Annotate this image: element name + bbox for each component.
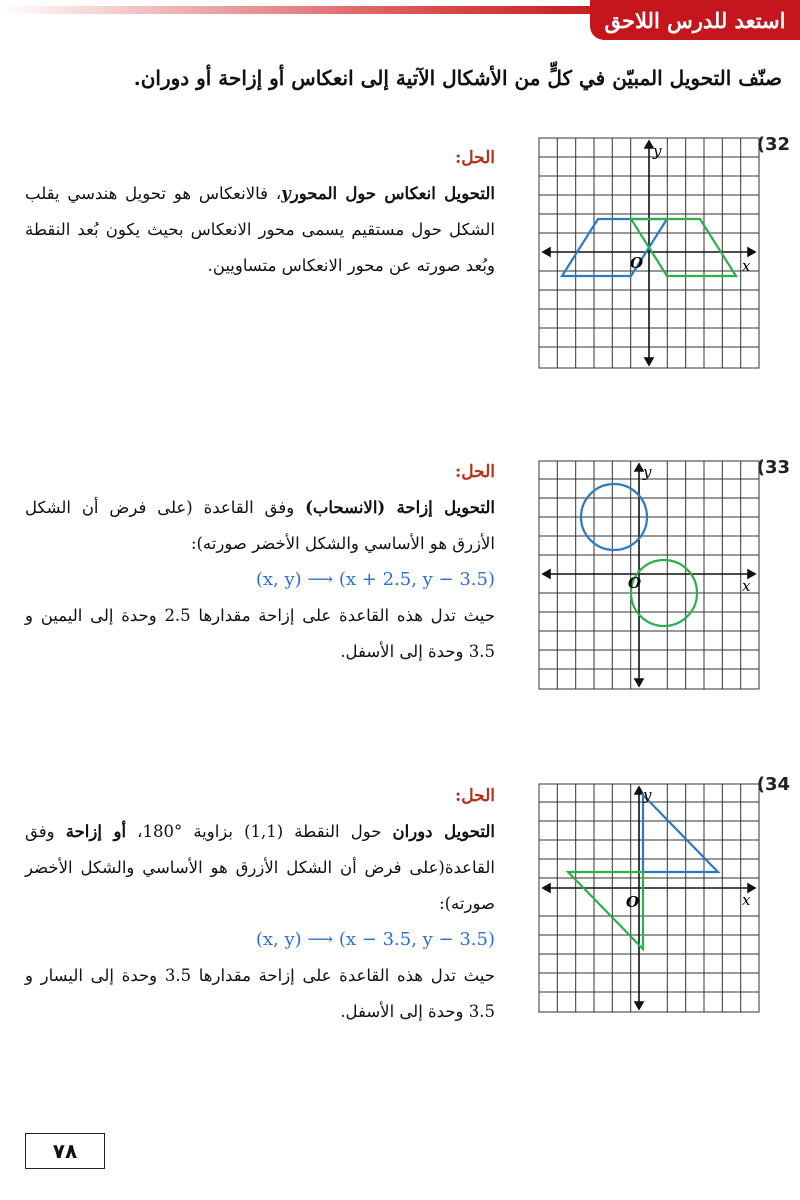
axis-x-label-32: x xyxy=(742,257,751,275)
axes-33 xyxy=(543,464,755,686)
solution-body-32: ، فالانعكاس هو تحويل هندسي يقلب الشكل حول مستقيم يسمى محور الانعكاس بحيث يكون بُعد النقطة وبُعد صورته عن محور الانعكاس متساويين. xyxy=(25,184,495,275)
grid-34 xyxy=(539,784,759,1012)
rule-34: (x, y) ⟶ (x − 3.5, y − 3.5) xyxy=(255,929,495,950)
solution-var-32: y xyxy=(281,184,291,203)
grid-33 xyxy=(539,461,759,689)
rule-33: (x, y) ⟶ (x + 2.5, y − 3.5) xyxy=(255,569,495,590)
graph-34 xyxy=(538,783,760,1013)
blue-triangle-34 xyxy=(643,795,718,872)
blue-trapezoid-32 xyxy=(562,219,667,276)
header-fade-line xyxy=(0,6,590,14)
page-number: ٧٨ xyxy=(25,1133,105,1169)
green-trapezoid-32 xyxy=(631,219,736,276)
axis-x-label-34: x xyxy=(742,891,751,909)
graph-33 xyxy=(538,460,760,690)
instruction-text: صنّف التحويل المبيّن في كلٍّ من الأشكال الآتية إلى انعكاس أو إزاحة أو دوران. xyxy=(133,66,782,90)
solution-lead-33: التحويل إزاحة (الانسحاب) xyxy=(305,498,495,517)
exercise-number-33: (33 xyxy=(756,457,790,478)
solution-lead-34: التحويل دوران xyxy=(392,822,495,841)
header-title: استعد للدرس اللاحق xyxy=(590,0,800,40)
solution-body1-33: وفق القاعدة (على فرض أن الشكل الأزرق هو الأساسي والشكل الأخضر صورته): xyxy=(25,498,495,553)
solution-body1-34: حول النقطة (1,1) بزاوية °180، xyxy=(126,822,393,841)
solution-text-34 xyxy=(25,814,495,922)
exercise-number-34: (34 xyxy=(756,774,790,795)
solution-34 xyxy=(25,778,495,1030)
solution-title-34: الحل: xyxy=(454,786,495,806)
solution-title-32: الحل: xyxy=(454,148,495,168)
axis-x-label-33: x xyxy=(742,577,751,595)
origin-label-34: O xyxy=(626,893,640,911)
solution-lead-32: التحويل انعكاس حول المحور xyxy=(290,184,495,203)
solution-32 xyxy=(25,140,495,284)
solution-body3-34: حيث تدل هذه القاعدة على إزاحة مقدارها 3.5 وحدة إلى اليسار و 3.5 وحدة إلى الأسفل. xyxy=(25,966,495,1021)
graph-32 xyxy=(538,137,760,369)
origin-label-32: O xyxy=(630,254,644,272)
solution-text-32 xyxy=(25,176,495,284)
solution-title-33: الحل: xyxy=(454,462,495,482)
exercise-number-32: (32 xyxy=(756,134,790,155)
axes-32 xyxy=(543,141,755,365)
origin-label-33: O xyxy=(628,574,642,592)
axis-y-label-33: y xyxy=(643,463,652,481)
axes-34 xyxy=(543,787,755,1009)
solution-or-34: أو إزاحة xyxy=(65,822,127,841)
axis-y-label-32: y xyxy=(653,142,662,160)
solution-body2-34: وفق القاعدة(على فرض أن الشكل الأزرق هو الأساسي والشكل الأخضر صورته): xyxy=(25,822,495,913)
solution-body2-33: حيث تدل هذه القاعدة على إزاحة مقدارها 2.5 وحدة إلى اليمين و 3.5 وحدة إلى الأسفل. xyxy=(25,606,495,661)
solution-33 xyxy=(25,454,495,670)
axis-y-label-34: y xyxy=(643,786,652,804)
header-bar xyxy=(0,0,800,44)
solution-text-33 xyxy=(25,490,495,562)
